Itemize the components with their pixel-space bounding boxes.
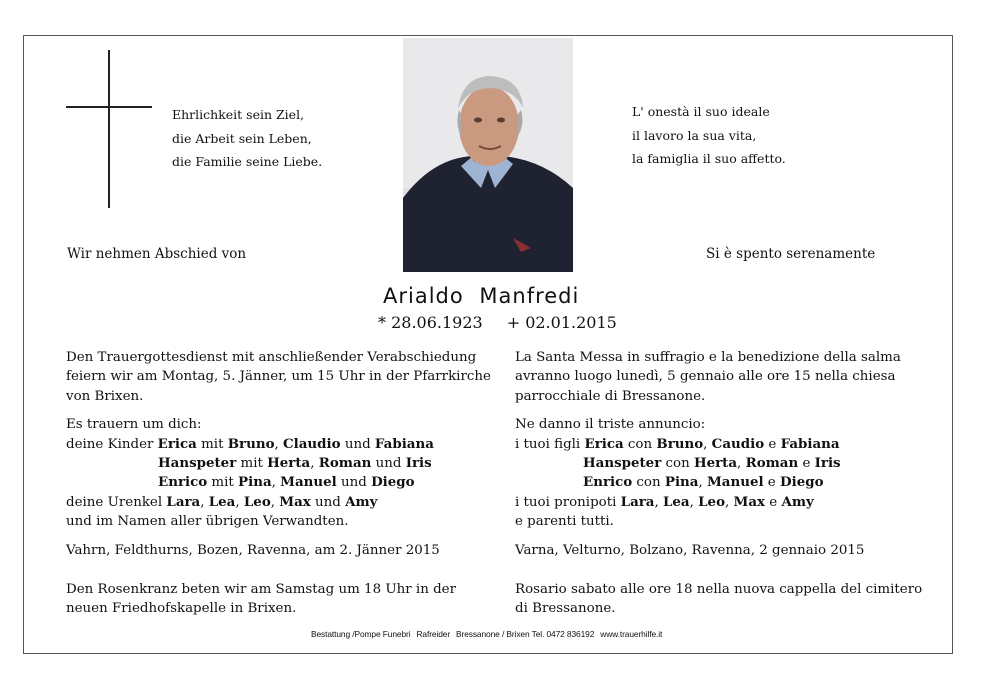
service-line: von Brixen. — [66, 388, 144, 404]
mourners-intro: Ne danno il triste annuncio: — [515, 417, 706, 433]
quote-line: die Arbeit sein Leben, — [172, 130, 312, 146]
lead-german: Wir nehmen Abschied von — [67, 246, 247, 262]
place-date: Vahrn, Feldthurns, Bozen, Ravenna, am 2. Jänner 2015 — [66, 542, 440, 558]
children-line: Hanspeter mit Herta, Roman und Iris — [158, 455, 432, 472]
funeral-home-footer — [311, 629, 668, 639]
lead-italian: Si è spento serenamente — [706, 246, 876, 262]
children-line: i tuoi figli Erica con Bruno, Caudio e Fabiana — [515, 435, 840, 452]
children-line: Enrico mit Pina, Manuel und Diego — [158, 474, 415, 491]
place-date: Varna, Velturno, Bolzano, Ravenna, 2 gennaio 2015 — [515, 542, 865, 558]
birth-date: * 28.06.1923 — [378, 313, 483, 332]
children-line: Hanspeter con Herta, Roman e Iris — [583, 455, 841, 472]
life-dates — [378, 313, 641, 332]
cross-icon — [108, 50, 110, 208]
portrait-photo — [403, 38, 573, 272]
grandchildren-line: deine Urenkel Lara, Lea, Leo, Max und Amy — [66, 493, 378, 510]
quote-italian — [632, 100, 786, 171]
service-line: feiern wir am Montag, 5. Jänner, um 15 Uhr in der Pfarrkirche — [66, 369, 491, 385]
rosary-line: di Bressanone. — [515, 601, 616, 617]
service-line: parrocchiale di Bressanone. — [515, 388, 706, 404]
quote-line: il lavoro la sua vita, — [632, 127, 757, 143]
children-line: Enrico con Pina, Manuel e Diego — [583, 474, 824, 491]
service-line: Den Trauergottesdienst mit anschließender Verabschiedung — [66, 350, 477, 365]
rosary-line: Den Rosenkranz beten wir am Samstag um 18 Uhr in der — [66, 582, 456, 598]
italian-column — [515, 348, 935, 619]
children-line: deine Kinder Erica mit Bruno, Claudio und Fabiana — [66, 435, 434, 452]
relatives-line: e parenti tutti. — [515, 514, 614, 530]
death-date: + 02.01.2015 — [506, 313, 617, 332]
service-line: avranno luogo lunedì, 5 gennaio alle ore 15 nella chiesa — [515, 369, 896, 385]
german-column — [66, 348, 496, 619]
footer-website: www.trauerhilfe.it — [600, 629, 663, 639]
deceased-name: Arialdo Manfredi — [383, 284, 580, 308]
cross-icon-bar — [66, 106, 152, 108]
rosary-line: neuen Friedhofskapelle in Brixen. — [66, 601, 297, 617]
footer-company: Bestattung /Pompe Funebri — [311, 629, 411, 639]
quote-german — [172, 103, 322, 174]
quote-line: L' onestà il suo ideale — [632, 104, 770, 119]
mourners-intro: Es trauern um dich: — [66, 417, 202, 433]
footer-contact: Bressanone / Brixen Tel. 0472 836192 — [456, 629, 595, 639]
grandchildren-line: i tuoi pronipoti Lara, Lea, Leo, Max e Amy — [515, 493, 814, 510]
quote-line: Ehrlichkeit sein Ziel, — [172, 107, 305, 122]
service-line: La Santa Messa in suffragio e la benedizione della salma — [515, 350, 901, 365]
footer-name: Rafreider — [416, 629, 451, 639]
quote-line: la famiglia il suo affetto. — [632, 151, 786, 166]
quote-line: die Familie seine Liebe. — [172, 154, 323, 169]
relatives-line: und im Namen aller übrigen Verwandten. — [66, 514, 349, 530]
rosary-line: Rosario sabato alle ore 18 nella nuova cappella del cimitero — [515, 582, 923, 598]
